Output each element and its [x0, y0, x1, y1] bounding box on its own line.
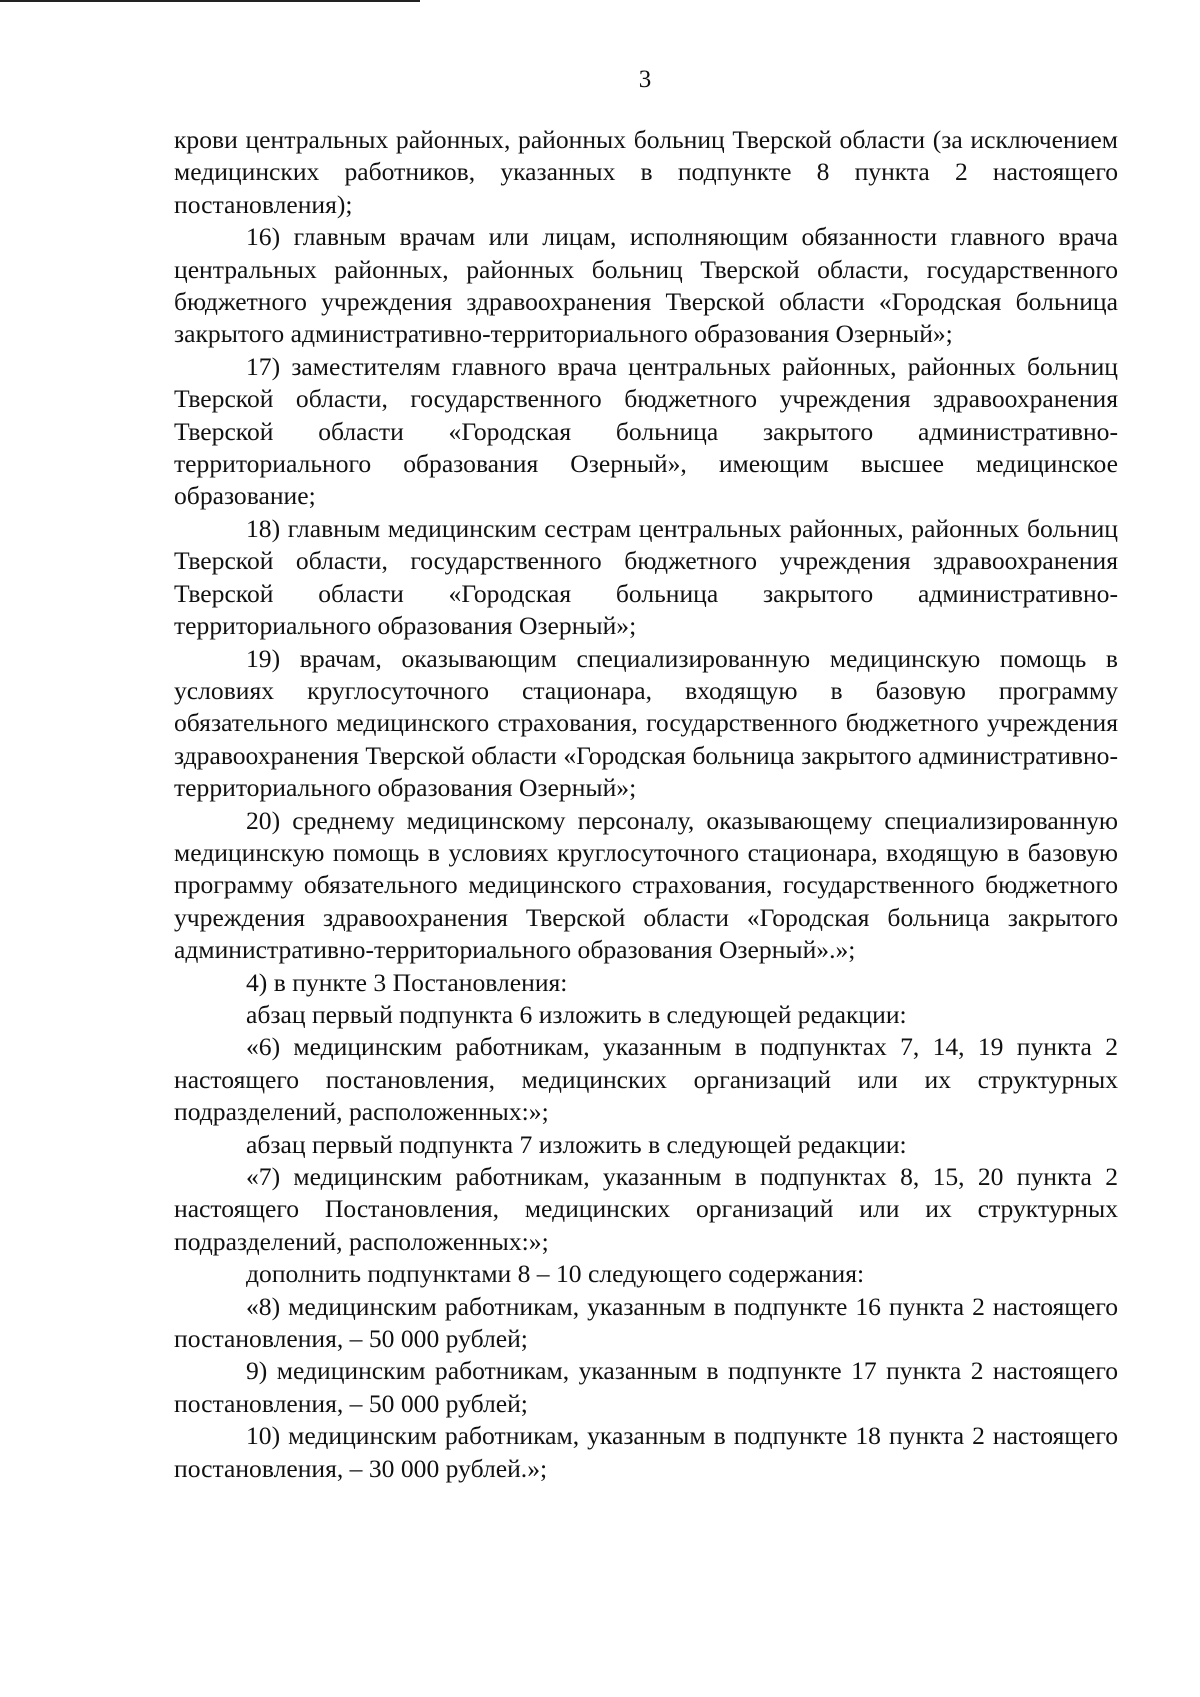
paragraph: 17) заместителям главного врача центральных районных, районных больниц Тверской области, государственного бюджетного учреждения здравоохранения Тверской области «Городская больница закрытого административно-территориального образования Озерный», имеющим высшее медицинское образование;	[174, 351, 1118, 511]
paragraph: крови центральных районных, районных больниц Тверской области (за исключением медицинских работников, указанных в подпункте 8 пункта 2 настоящего постановления);	[174, 125, 1118, 219]
paragraph: абзац первый подпункта 6 изложить в следующей редакции:	[246, 999, 907, 1029]
paragraph: дополнить подпунктами 8 – 10 следующего содержания:	[246, 1259, 865, 1289]
paragraph: 4) в пункте 3 Постановления:	[246, 967, 568, 997]
paragraph: «8) медицинским работникам, указанным в подпункте 16 пункта 2 настоящего постановления, – 50 000 рублей;	[174, 1291, 1118, 1354]
document-body	[174, 124, 1118, 1485]
paragraph: 9) медицинским работникам, указанным в подпункте 17 пункта 2 настоящего постановления, – 50 000 рублей;	[174, 1356, 1118, 1418]
paragraph: 20) среднему медицинскому персоналу, оказывающему специализированную медицинскую помощь в условиях круглосуточного стационара, входящую в базовую программу обязательного медицинского страхования, государственного бюджетного учреждения здравоохранения Тверской области «Городская больница закрытого административно-территориального образования Озерный».»;	[174, 805, 1118, 965]
scan-edge-line	[0, 0, 420, 2]
paragraph: 19) врачам, оказывающим специализированную медицинскую помощь в условиях круглосуточного стационара, входящую в базовую программу обязательного медицинского страхования, государственного бюджетного учреждения здравоохранения Тверской области «Городская больница закрытого административно-территориального образования Озерный»;	[174, 643, 1118, 803]
paragraph: 16) главным врачам или лицам, исполняющим обязанности главного врача центральных районных, районных больниц Тверской области, государственного бюджетного учреждения здравоохранения Тверской области «Городская больница закрытого административно-территориального образования Озерный»;	[174, 222, 1118, 349]
paragraph: абзац первый подпункта 7 изложить в следующей редакции:	[246, 1129, 907, 1159]
paragraph: «6) медицинским работникам, указанным в подпунктах 7, 14, 19 пункта 2 настоящего постановления, медицинских организаций или их структурных подразделений, расположенных:»;	[174, 1032, 1118, 1127]
paragraph: 10) медицинским работникам, указанным в подпункте 18 пункта 2 настоящего постановления, – 30 000 рублей.»;	[174, 1421, 1118, 1483]
paragraph: 18) главным медицинским сестрам центральных районных, районных больниц Тверской области, государственного бюджетного учреждения здравоохранения Тверской области «Городская больница закрытого административно-территориального образования Озерный»;	[174, 513, 1118, 641]
page-number: 3	[638, 66, 652, 93]
paragraph: «7) медицинским работникам, указанным в подпунктах 8, 15, 20 пункта 2 настоящего Постановления, медицинских организаций или их структурных подразделений, расположенных:»;	[174, 1162, 1118, 1256]
